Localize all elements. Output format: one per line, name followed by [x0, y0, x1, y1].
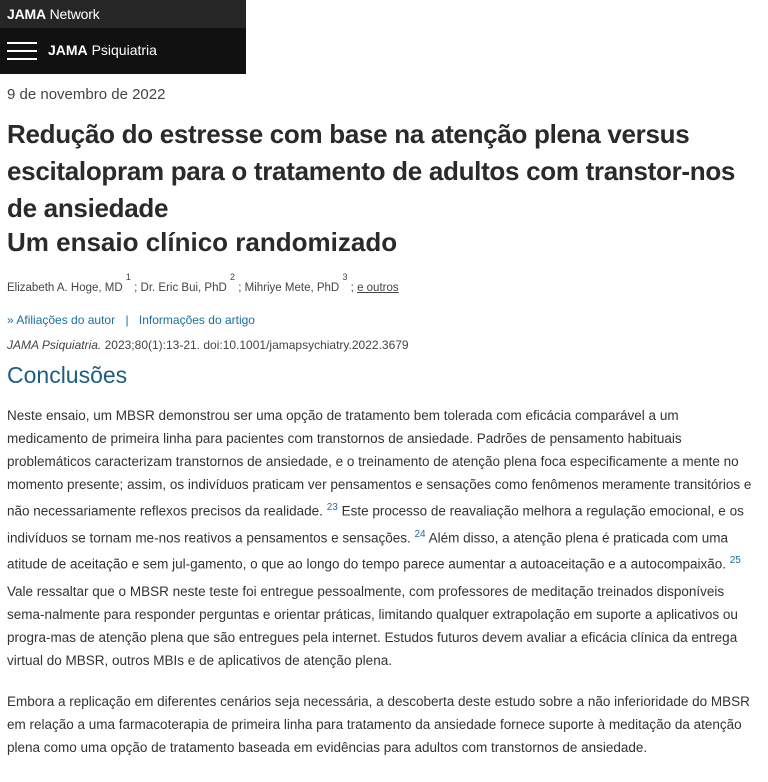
article-subtitle: Um ensaio clínico randomizado [7, 227, 398, 257]
paragraph-text: Este processo de reavaliação melhora a regulação emocional, e os indivíduos se tornam me-nos reativos a pensamentos e sensações. [7, 503, 744, 545]
author-name[interactable]: Elizabeth A. Hoge, MD [7, 281, 123, 294]
author-name[interactable]: Dr. Eric Bui, PhD [140, 281, 227, 294]
paragraph-text: Além disso, a atenção plena é praticada com uma atitude de aceitação e sem jul-gamento, o que ao longo do tempo parece aumentar a autoaceitação e a autocompaixão. [7, 530, 729, 572]
citation [7, 338, 409, 352]
paragraph: Embora a replicação em diferentes cenários seja necessária, a descoberta deste estudo sobre a não inferioridade do MBSR em relação a uma farmacoterapia de primeira linha para tratamento da ansiedade fornece suporte à meditação da atenção plena como uma opção de tratamento baseada em evidências para adultos com transtornos de ansiedade. [7, 694, 750, 755]
paragraph [7, 404, 759, 576]
paragraph: Vale ressaltar que o MBSR neste teste foi entregue pessoalmente, com professores de meditação treinados disponíveis sema-nalmente para responder perguntas e orientar práticas, limitando qualquer extrapolação em suporte a aplicativos ou progra-mas de atenção plena que são entregues pela internet. Estudos futuros devem avaliar a eficácia clínica da entrega virtual do MBSR, outros MBIs e de aplicativos de atenção plena. [7, 584, 738, 668]
network-label: Network [49, 6, 100, 22]
section-heading: Conclusões [7, 362, 128, 388]
author-sup: 2 [230, 272, 236, 282]
others-link[interactable]: e outros [357, 281, 399, 294]
citation-text: 2023;80(1):13-21. doi:10.1001/jamapsychiatry.2022.3679 [104, 338, 409, 352]
author-name[interactable]: Mihriye Mete, PhD [244, 281, 340, 294]
article-title: Redução do estresse com base na atenção plena versus escitalopram para o tratamento de adultos com transtor-nos de ansiedade [7, 119, 736, 223]
reference-link[interactable]: 25 [729, 555, 741, 566]
article-info-link[interactable]: Informações do artigo [138, 313, 255, 327]
jama-network-bar[interactable] [0, 0, 246, 28]
citation-journal: JAMA Psiquiatria. [7, 338, 102, 352]
journal-label: Psiquiatria [91, 42, 157, 58]
journal-logo[interactable] [48, 42, 157, 58]
paragraph-text: Neste ensaio, um MBSR demonstrou ser uma opção de tratamento bem tolerada com eficácia comparável a um medicamento de primeira linha para pacientes com transtornos de ansiedade. Padrões de pensamento habituais problemáticos caracterizam transtornos de ansiedade, e o treinamento de atenção plena foca especificamente a mente no momento presente; assim, os indivíduos praticam ver pensamentos e sensações como fenômenos meramente transitórios e não necessariamente reflexos precisos da realidade. [7, 408, 752, 519]
network-brand: JAMA [7, 6, 46, 22]
chevron-right-icon: » [7, 313, 14, 327]
affiliations-link[interactable]: Afiliações do autor [16, 313, 116, 327]
reference-link[interactable]: 24 [414, 528, 426, 540]
author-list: Elizabeth A. Hoge, MD $^1$ ; Dr. Eric Bui, PhD $^2$ ; Mihriye Mete, PhD $^3$ ; e outros [7, 272, 399, 294]
publication-date: 9 de novembro de 2022 [7, 86, 166, 103]
journal-brand: JAMA [48, 42, 88, 58]
site-header [0, 0, 246, 74]
author-sup: 1 [125, 272, 131, 282]
reference-link[interactable]: 23 [326, 502, 338, 513]
link-separator: | [125, 313, 129, 327]
author-sup: 3 [342, 272, 348, 282]
menu-icon[interactable] [7, 42, 37, 62]
journal-bar [0, 28, 246, 74]
article-meta-links [7, 313, 255, 327]
